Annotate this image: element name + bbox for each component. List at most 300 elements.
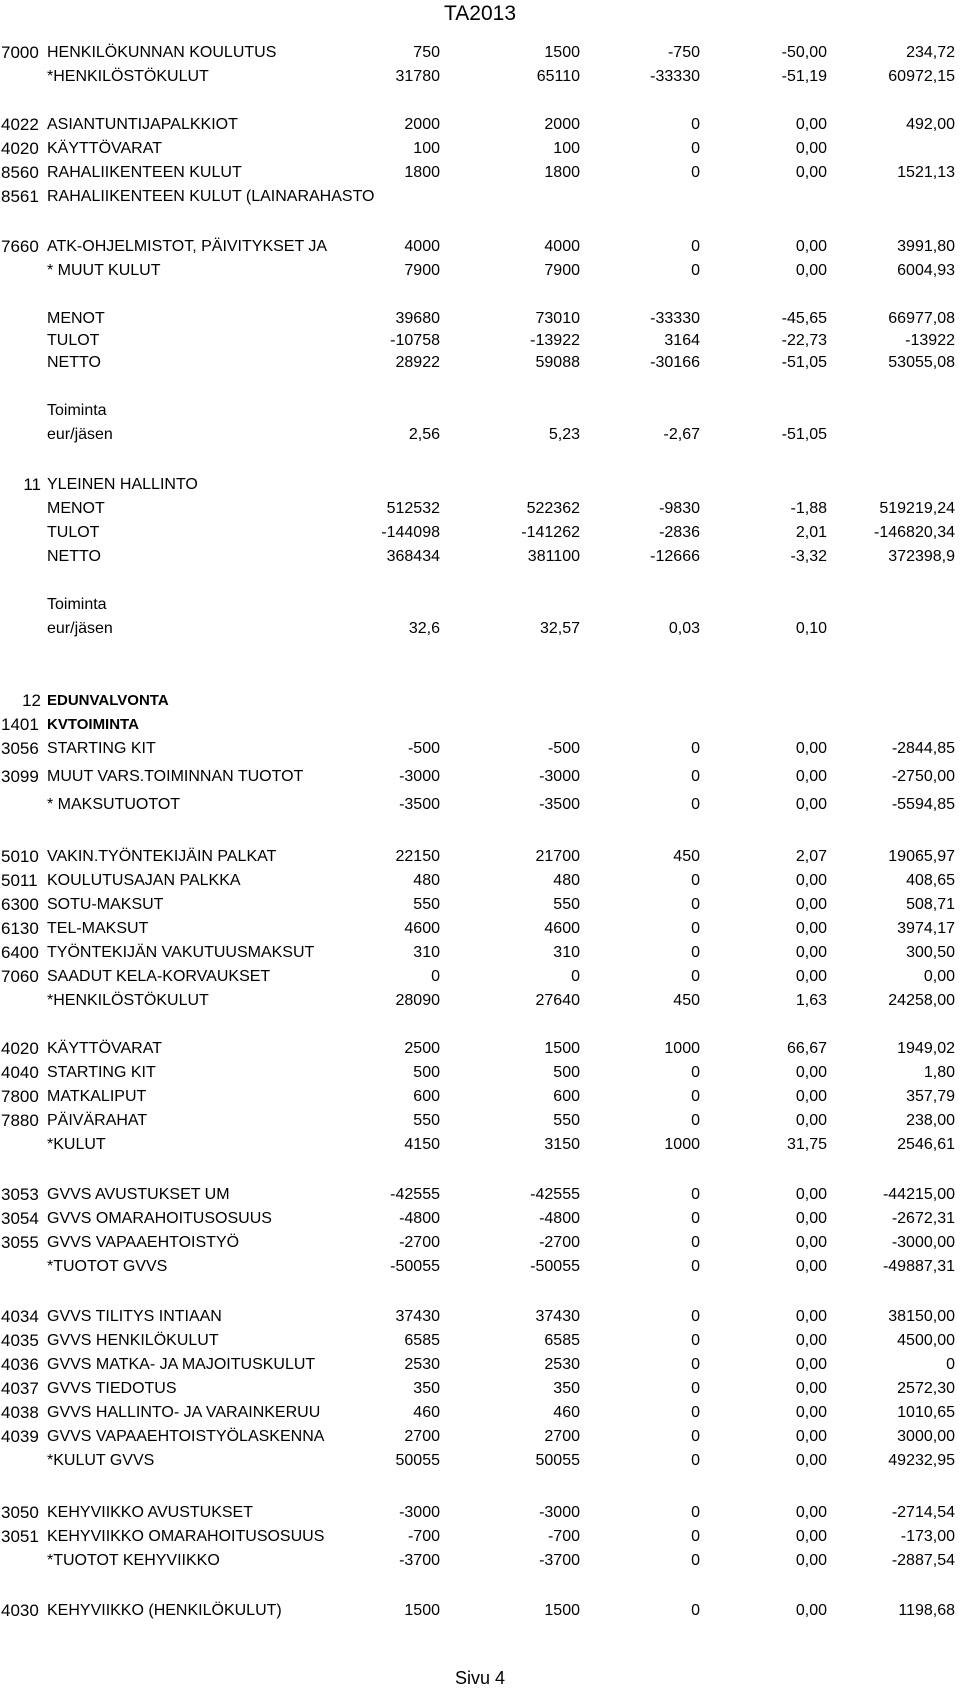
page-footer-number: Sivu 4 <box>454 1668 506 1688</box>
value-col-4: -3,32 <box>790 548 827 565</box>
value-col-5: -173,00 <box>900 1528 955 1545</box>
value-col-5: 3000,00 <box>897 1428 955 1445</box>
table-row <box>0 1378 960 1400</box>
value-col-3: 0 <box>691 1332 700 1349</box>
value-col-2: 100 <box>553 140 580 157</box>
account-label: KEHYVIIKKO (HENKILÖKULUT) <box>47 1602 282 1619</box>
account-label: GVVS VAPAAEHTOISTYÖLASKENNA <box>47 1428 325 1445</box>
table-row <box>0 714 960 736</box>
account-code: 3056 <box>1 739 39 758</box>
account-code: 4020 <box>1 1039 39 1058</box>
value-col-5: -146820,34 <box>874 524 955 541</box>
value-col-1: 460 <box>413 1404 440 1421</box>
value-col-2: -4800 <box>539 1210 580 1227</box>
account-label: KEHYVIIKKO OMARAHOITUSOSUUS <box>47 1528 325 1545</box>
value-col-4: 0,00 <box>795 1210 827 1227</box>
account-code: 4038 <box>1 1403 39 1422</box>
table-row <box>0 522 960 544</box>
value-col-3: -750 <box>667 44 700 61</box>
value-col-5: 4500,00 <box>897 1332 955 1349</box>
account-label: TULOT <box>47 524 100 541</box>
value-col-2: 73010 <box>535 310 580 327</box>
value-col-2: 500 <box>553 1064 580 1081</box>
account-code: 3051 <box>1 1527 39 1546</box>
account-code: 5011 <box>1 871 38 890</box>
table-row <box>0 766 960 788</box>
table-row <box>0 498 960 520</box>
account-label: GVVS VAPAAEHTOISTYÖ <box>47 1234 240 1251</box>
account-label: eur/jäsen <box>47 620 113 637</box>
value-col-5: 519219,24 <box>879 500 955 517</box>
value-col-4: 0,00 <box>795 1064 827 1081</box>
account-label: *KULUT <box>47 1136 106 1153</box>
value-col-2: 7900 <box>544 262 580 279</box>
value-col-5: 1010,65 <box>897 1404 955 1421</box>
account-label: RAHALIIKENTEEN KULUT (LAINARAHASTO <box>47 188 375 205</box>
value-col-2: 1500 <box>544 44 580 61</box>
account-code: 3054 <box>1 1209 39 1228</box>
value-col-4: 0,00 <box>795 1356 827 1373</box>
account-code: 12 <box>22 691 41 710</box>
value-col-3: 0 <box>691 140 700 157</box>
value-col-1: 4150 <box>404 1136 440 1153</box>
account-label: HENKILÖKUNNAN KOULUTUS <box>47 44 277 61</box>
value-col-4: 0,00 <box>795 1234 827 1251</box>
value-col-1: 2000 <box>404 116 440 133</box>
value-col-3: 0 <box>691 768 700 785</box>
value-col-3: 450 <box>673 848 700 865</box>
value-col-5: -5594,85 <box>891 796 955 813</box>
value-col-3: 0 <box>691 1428 700 1445</box>
value-col-4: 0,00 <box>795 1452 827 1469</box>
value-col-5: 2546,61 <box>897 1136 955 1153</box>
account-label: KOULUTUSAJAN PALKKA <box>47 872 241 889</box>
value-col-3: 0 <box>691 968 700 985</box>
account-code: 7880 <box>1 1111 39 1130</box>
value-col-4: 0,00 <box>795 944 827 961</box>
table-row <box>0 400 960 422</box>
value-col-4: 0,00 <box>795 1552 827 1569</box>
value-col-5: 49232,95 <box>888 1452 955 1469</box>
account-label: GVVS AVUSTUKSET UM <box>47 1186 230 1203</box>
table-row <box>0 1354 960 1376</box>
table-row <box>0 942 960 964</box>
account-code: 3055 <box>1 1233 39 1252</box>
value-col-5: 234,72 <box>906 44 955 61</box>
table-row <box>0 1256 960 1278</box>
value-col-5: 0 <box>946 1356 955 1373</box>
table-row <box>0 236 960 258</box>
value-col-4: 2,07 <box>795 848 827 865</box>
value-col-3: 0 <box>691 872 700 889</box>
table-row <box>0 1208 960 1230</box>
table-row <box>0 618 960 640</box>
account-code: 8560 <box>1 163 39 182</box>
value-col-3: 0 <box>691 740 700 757</box>
value-col-4: 0,00 <box>795 872 827 889</box>
value-col-4: 0,00 <box>795 1404 827 1421</box>
value-col-2: -500 <box>547 740 580 757</box>
account-label: eur/jäsen <box>47 426 113 443</box>
value-col-4: 0,00 <box>795 1504 827 1521</box>
value-col-5: 238,00 <box>906 1112 955 1129</box>
account-code: 7060 <box>1 967 39 986</box>
value-col-4: -1,88 <box>790 500 827 517</box>
value-col-5: 1198,68 <box>898 1602 955 1619</box>
account-code: 3099 <box>1 767 39 786</box>
table-row <box>0 846 960 868</box>
value-col-1: 0 <box>431 968 440 985</box>
value-col-3: 0 <box>691 1356 700 1373</box>
value-col-1: -500 <box>407 740 440 757</box>
table-row <box>0 918 960 940</box>
value-col-4: 0,00 <box>795 968 827 985</box>
table-row <box>0 990 960 1012</box>
value-col-3: 0 <box>691 1602 700 1619</box>
table-row <box>0 330 960 352</box>
value-col-3: 0 <box>691 1528 700 1545</box>
account-label: GVVS TILITYS INTIAAN <box>47 1308 222 1325</box>
value-col-3: 0 <box>691 116 700 133</box>
value-col-1: -3000 <box>399 768 440 785</box>
value-col-5: 3974,17 <box>897 920 955 937</box>
value-col-4: 0,00 <box>795 262 827 279</box>
value-col-1: -50055 <box>390 1258 440 1275</box>
value-col-4: 0,00 <box>795 164 827 181</box>
account-code: 7800 <box>1 1087 39 1106</box>
value-col-1: 28922 <box>395 354 440 371</box>
value-col-5: -2887,54 <box>891 1552 955 1569</box>
value-col-2: 310 <box>553 944 580 961</box>
value-col-4: 2,01 <box>795 524 827 541</box>
account-code: 4022 <box>1 115 39 134</box>
value-col-4: -51,19 <box>781 68 827 85</box>
value-col-4: 0,00 <box>795 1380 827 1397</box>
value-col-3: 0 <box>691 262 700 279</box>
value-col-2: -141262 <box>521 524 580 541</box>
table-row <box>0 870 960 892</box>
account-label: KÄYTTÖVARAT <box>47 140 162 157</box>
table-row <box>0 424 960 446</box>
account-label: EDUNVALVONTA <box>47 692 169 709</box>
value-col-4: 1,63 <box>795 992 827 1009</box>
value-col-1: -42555 <box>390 1186 440 1203</box>
value-col-2: 27640 <box>535 992 580 1009</box>
value-col-2: -3000 <box>539 1504 580 1521</box>
value-col-4: 0,00 <box>795 1602 827 1619</box>
account-label: TYÖNTEKIJÄN VAKUTUUSMAKSUT <box>47 944 315 961</box>
account-code: 7660 <box>1 237 39 256</box>
value-col-4: 0,00 <box>795 1428 827 1445</box>
account-code: 4039 <box>1 1427 39 1446</box>
value-col-2: 2530 <box>544 1356 580 1373</box>
table-row <box>0 474 960 496</box>
table-row <box>0 1402 960 1424</box>
table-row <box>0 186 960 208</box>
account-label: NETTO <box>47 354 101 371</box>
account-label: GVVS OMARAHOITUSOSUUS <box>47 1210 272 1227</box>
value-col-1: 600 <box>413 1088 440 1105</box>
value-col-2: 2700 <box>544 1428 580 1445</box>
value-col-4: 0,00 <box>795 116 827 133</box>
value-col-3: 0,03 <box>668 620 700 637</box>
value-col-1: 500 <box>413 1064 440 1081</box>
table-row <box>0 1038 960 1060</box>
value-col-3: 0 <box>691 1210 700 1227</box>
value-col-2: 21700 <box>535 848 580 865</box>
value-col-3: 450 <box>673 992 700 1009</box>
value-col-4: 0,00 <box>795 1112 827 1129</box>
value-col-2: -2700 <box>539 1234 580 1251</box>
value-col-4: -51,05 <box>781 354 827 371</box>
table-row <box>0 1134 960 1156</box>
value-col-4: 0,00 <box>795 740 827 757</box>
value-col-1: 28090 <box>395 992 440 1009</box>
table-row <box>0 1184 960 1206</box>
value-col-5: 66977,08 <box>888 310 955 327</box>
value-col-5: 357,79 <box>906 1088 955 1105</box>
value-col-5: 2572,30 <box>897 1380 955 1397</box>
value-col-4: 0,00 <box>795 920 827 937</box>
value-col-2: 65110 <box>536 68 580 85</box>
account-label: SOTU-MAKSUT <box>47 896 164 913</box>
value-col-3: 0 <box>691 1552 700 1569</box>
value-col-3: 0 <box>691 944 700 961</box>
value-col-1: -3700 <box>399 1552 440 1569</box>
value-col-4: 0,00 <box>795 796 827 813</box>
value-col-5: -2714,54 <box>891 1504 955 1521</box>
value-col-3: -33330 <box>650 310 700 327</box>
table-row <box>0 308 960 330</box>
value-col-5: -2844,85 <box>891 740 955 757</box>
value-col-2: 2000 <box>544 116 580 133</box>
value-col-5: -2672,31 <box>891 1210 955 1227</box>
account-label: *HENKILÖSTÖKULUT <box>47 68 209 85</box>
table-row <box>0 1062 960 1084</box>
account-code: 4020 <box>1 139 39 158</box>
account-label: VAKIN.TYÖNTEKIJÄIN PALKAT <box>47 848 277 865</box>
table-row <box>0 1306 960 1328</box>
value-col-1: -144098 <box>381 524 440 541</box>
value-col-1: 1800 <box>404 164 440 181</box>
table-row <box>0 1502 960 1524</box>
value-col-3: 0 <box>691 1308 700 1325</box>
value-col-5: 508,71 <box>906 896 955 913</box>
value-col-4: 31,75 <box>786 1136 827 1153</box>
account-label: TEL-MAKSUT <box>47 920 149 937</box>
value-col-4: 0,00 <box>795 1308 827 1325</box>
value-col-3: 0 <box>691 238 700 255</box>
account-label: GVVS HENKILÖKULUT <box>47 1332 219 1349</box>
value-col-1: 31780 <box>395 68 440 85</box>
value-col-2: 50055 <box>535 1452 580 1469</box>
account-label: STARTING KIT <box>47 1064 156 1081</box>
value-col-2: 522362 <box>526 500 580 517</box>
value-col-1: -2700 <box>399 1234 440 1251</box>
value-col-1: 4000 <box>404 238 440 255</box>
value-col-2: 37430 <box>535 1308 580 1325</box>
account-label: *TUOTOT KEHYVIIKKO <box>47 1552 220 1569</box>
table-row <box>0 894 960 916</box>
value-col-4: -51,05 <box>781 426 827 443</box>
table-row <box>0 1232 960 1254</box>
account-code: 4030 <box>1 1601 39 1620</box>
account-label: *TUOTOT GVVS <box>47 1258 168 1275</box>
table-row <box>0 1550 960 1572</box>
value-col-3: 0 <box>691 1186 700 1203</box>
account-code: 4036 <box>1 1355 39 1374</box>
value-col-4: 66,67 <box>786 1040 827 1057</box>
value-col-2: 600 <box>553 1088 580 1105</box>
account-label: *KULUT GVVS <box>47 1452 155 1469</box>
value-col-3: 1000 <box>664 1136 700 1153</box>
value-col-2: 381100 <box>527 548 580 565</box>
account-code: 4040 <box>1 1063 39 1082</box>
value-col-1: 1500 <box>404 1602 440 1619</box>
account-code: 7000 <box>1 43 39 62</box>
value-col-4: 0,00 <box>795 140 827 157</box>
value-col-5: 53055,08 <box>888 354 955 371</box>
account-label: Toiminta <box>47 596 107 613</box>
value-col-5: 1949,02 <box>897 1040 955 1057</box>
account-code: 4034 <box>1 1307 39 1326</box>
value-col-3: -2836 <box>659 524 700 541</box>
value-col-2: 1800 <box>544 164 580 181</box>
value-col-2: 1500 <box>544 1602 580 1619</box>
value-col-3: 0 <box>691 1504 700 1521</box>
account-code: 8561 <box>1 187 39 206</box>
account-code: 11 <box>23 475 41 494</box>
value-col-3: 0 <box>691 1452 700 1469</box>
table-row <box>0 352 960 374</box>
value-col-4: -50,00 <box>781 44 827 61</box>
value-col-5: 38150,00 <box>888 1308 955 1325</box>
value-col-1: 2700 <box>404 1428 440 1445</box>
value-col-5: 60972,15 <box>888 68 955 85</box>
account-label: * MAKSUTUOTOT <box>47 796 181 813</box>
value-col-1: -10758 <box>390 332 440 349</box>
value-col-3: 0 <box>691 1064 700 1081</box>
value-col-1: 550 <box>413 896 440 913</box>
value-col-1: -3500 <box>399 796 440 813</box>
account-label: MUUT VARS.TOIMINNAN TUOTOT <box>47 768 304 785</box>
value-col-1: 480 <box>413 872 440 889</box>
value-col-3: -30166 <box>650 354 700 371</box>
account-label: GVVS TIEDOTUS <box>47 1380 177 1397</box>
table-row <box>0 1086 960 1108</box>
value-col-2: 460 <box>553 1404 580 1421</box>
value-col-5: -44215,00 <box>882 1186 955 1203</box>
value-col-1: 2500 <box>404 1040 440 1057</box>
value-col-2: -3000 <box>539 768 580 785</box>
value-col-3: 3164 <box>664 332 700 349</box>
value-col-2: 1500 <box>544 1040 580 1057</box>
value-col-1: -700 <box>407 1528 440 1545</box>
account-label: STARTING KIT <box>47 740 156 757</box>
value-col-3: 0 <box>691 920 700 937</box>
account-label: NETTO <box>47 548 101 565</box>
value-col-4: 0,00 <box>795 896 827 913</box>
value-col-1: 2530 <box>404 1356 440 1373</box>
table-row <box>0 1526 960 1548</box>
value-col-2: 6585 <box>544 1332 580 1349</box>
account-code: 6400 <box>1 943 39 962</box>
value-col-1: 512532 <box>386 500 440 517</box>
value-col-2: -3500 <box>539 796 580 813</box>
account-label: GVVS HALLINTO- JA VARAINKERUU <box>47 1404 321 1421</box>
value-col-4: 0,00 <box>795 768 827 785</box>
value-col-3: 0 <box>691 1380 700 1397</box>
value-col-3: -2,67 <box>663 426 700 443</box>
table-row <box>0 594 960 616</box>
page-header-title: TA2013 <box>444 2 516 25</box>
table-row <box>0 1330 960 1352</box>
value-col-3: 0 <box>691 1404 700 1421</box>
account-code: 6130 <box>1 919 39 938</box>
value-col-5: 300,50 <box>906 944 955 961</box>
value-col-5: -49887,31 <box>882 1258 955 1275</box>
value-col-2: 4600 <box>544 920 580 937</box>
value-col-2: -42555 <box>530 1186 580 1203</box>
value-col-2: -3700 <box>539 1552 580 1569</box>
value-col-2: -13922 <box>530 332 580 349</box>
value-col-2: -700 <box>547 1528 580 1545</box>
value-col-5: 19065,97 <box>888 848 955 865</box>
value-col-5: -13922 <box>905 332 955 349</box>
value-col-1: 550 <box>413 1112 440 1129</box>
value-col-4: 0,10 <box>795 620 827 637</box>
value-col-5: 6004,93 <box>897 262 955 279</box>
value-col-2: 4000 <box>544 238 580 255</box>
value-col-4: 0,00 <box>795 1332 827 1349</box>
table-row <box>0 690 960 712</box>
value-col-1: 7900 <box>404 262 440 279</box>
table-row <box>0 42 960 64</box>
value-col-5: 1,80 <box>923 1064 955 1081</box>
table-row <box>0 738 960 760</box>
value-col-5: 3991,80 <box>897 238 955 255</box>
value-col-2: 350 <box>553 1380 580 1397</box>
value-col-1: 22150 <box>395 848 440 865</box>
value-col-2: 3150 <box>544 1136 580 1153</box>
account-code: 3050 <box>1 1503 39 1522</box>
table-row <box>0 546 960 568</box>
value-col-3: 0 <box>691 164 700 181</box>
table-row <box>0 966 960 988</box>
table-row <box>0 114 960 136</box>
account-code: 4035 <box>1 1331 39 1350</box>
table-row <box>0 1110 960 1132</box>
value-col-4: 0,00 <box>795 1186 827 1203</box>
account-label: PÄIVÄRAHAT <box>47 1112 148 1129</box>
value-col-2: 59088 <box>535 354 580 371</box>
value-col-5: 372398,9 <box>888 548 955 565</box>
account-label: KÄYTTÖVARAT <box>47 1040 162 1057</box>
account-label: MENOT <box>47 310 105 327</box>
table-row <box>0 260 960 282</box>
value-col-2: 550 <box>553 1112 580 1129</box>
value-col-2: 550 <box>553 896 580 913</box>
table-row <box>0 1600 960 1622</box>
account-label: Toiminta <box>47 402 107 419</box>
value-col-1: 6585 <box>404 1332 440 1349</box>
value-col-1: 310 <box>413 944 440 961</box>
table-row <box>0 794 960 816</box>
value-col-2: 480 <box>553 872 580 889</box>
value-col-3: -12666 <box>650 548 700 565</box>
value-col-4: 0,00 <box>795 1258 827 1275</box>
account-label: ATK-OHJELMISTOT, PÄIVITYKSET JA <box>47 238 328 255</box>
